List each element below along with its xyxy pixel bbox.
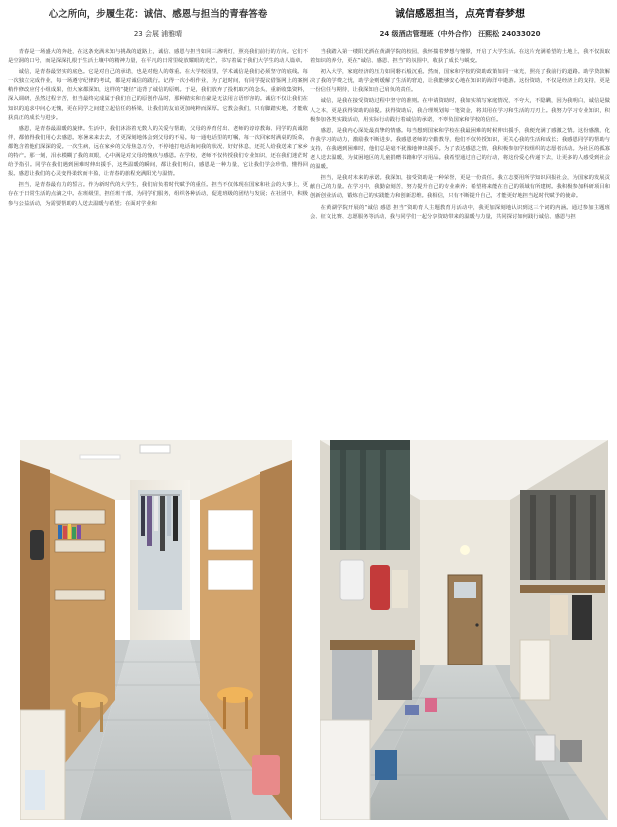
left-doc-title: 心之所向，步履生花：诚信、感恩与担当的青春答卷	[48, 9, 268, 20]
left-doc-paragraph: 担当，是青春最有力的誓言。作为新时代的大学生，我们肩负着时代赋予的重任。担当不仅体现在国家和社会的大事上，更存在于日常生活的点滴之中。在班级里，担任班干部，为同学们服务，组织各种活动，促进班级的团结与发展；在社团中，积极参与公益活动，为需要帮助的人送去温暖与希望；在面对学业和	[8, 182, 308, 207]
dorm-room-photo	[320, 440, 608, 820]
dorm-corridor-photo	[20, 440, 292, 820]
left-doc-paragraph: 青春是一场盛大的奔赴，在这条充满未知与挑战的道路上，诚信、感恩与担当如同三盏明灯，照亮我们前行的方向。它们不是空洞的口号，而是深深扎根于生活土壤中的精神力量，在平凡的日常里绽放耀眼的光芒，书写着属于我们大学生的动人篇章。	[8, 49, 308, 65]
right-doc-paragraph: 当我踏入第一缕阳光洒在黄湖学院的校园，我怀揣着梦想与憧憬，开启了大学生活。在这片充满希望的土地上，我不仅汲取着知识的养分，更在“诚信、感恩、担当”的氛围中，收获了成长与蜕变。	[310, 49, 610, 65]
right-doc-paragraph: 初入大学，家庭经济的压力如同磐石般沉重。然而，国家和学校的资助政策如同一束光，照亮了我前行的道路。助学贷款解决了我的学费之忧，助学金则缓解了生活的窘迫，让我能够安心地在知识的海洋中遨游。这份资助，不仅是经济上的支持，更是一份信任与期待，让我深知自己肩负的责任。	[310, 69, 610, 94]
right-doc-author: 24 级酒店管理班（中外合作） 汪熙松 24033020	[379, 30, 541, 38]
right-doc-paragraph: 诚信，是我在接受资助过程中坚守的准则。在申请资助时，我如实填写家庭情况，不夸大，不隐瞒，因为我明白，诚信是做人之本，更是获得资助的前提。获得资助后，我合理规划每一笔资金，将其用在学习和生活的刀刃上。我努力学习专业知识，积极参加各类实践活动，用实际行动践行着诚信的承诺，不辜负国家和学校的信任。	[310, 98, 610, 123]
left-document-page	[8, 8, 308, 433]
right-document-page	[310, 8, 610, 433]
left-doc-paragraph: 诚信，是青春最坚实的底色。它是对自己的承诺，也是对他人的尊重。在大学校园里，学术诚信是我们必须坚守的底线。每一次独立完成作业，每一场遵守纪律的考试，都是对诚信的践行。记得一次小组作业，为了赶时间，有同学提议借鉴网上的案例稍作修改应付小组成果，但大家都深知，这样的“捷径”违背了诚信的原则。于是，我们放弃了投机取巧的念头，重新收集资料，深入调研，虽然过程辛苦，但当最终完成属于我们自己的原创作品时，那种踏实和自豪是无法用言语形容的。诚信不仅让我们在知识的追求中问心无愧，更在同学之间建立起信任的桥梁，让我们的友谊更加纯粹而深厚。它教会我们，只有脚踏实地，才能收获真正的成长与进步。	[8, 69, 308, 121]
right-doc-paragraph: 担当，是我对未来的承诺。我深知，接受资助是一种荣誉，更是一份责任。我立志要用所学知识回报社会，为国家的发展贡献自己的力量。在学习中，我勤奋刻苦，努力提升自己的专业素养；希望将来能在自己的领域有所建树。我积极参加科研项目和创新创业活动，锻炼自己的实践能力和创新思维。我相信，只有不断提升自己，才能更好地担当起时代赋予的使命。	[310, 175, 610, 200]
right-doc-paragraph: 在黄湖学院开展的“诚信 感恩 担当”资助育人主题教育月活动中，我更加深刻地认识到这三个词的内涵。通过参加主题班会、征文比赛、志愿服务等活动，我与同学们一起分享资助带来的温暖与力量，共同探讨如何践行诚信、感恩与担	[310, 204, 610, 220]
left-doc-paragraph: 感恩，是青春最温暖的旋律。生活中，我们沐浴着无数人的关爱与帮助，父母的养育付出、老师的谆谆教诲、同学的真诚陪伴，都值得我们用心去感恩。寒暑来来去去，才更深刻地体会到父母的不易。每一通电话里的叮嘱，每一次回家时满桌的饭菜，都饱含着他们深深的爱。一次生病，远在家乡的父母焦急万分，不停地打电话询问我的状况、好好休息，还托人给我送来了家乡的特产。那一刻，泪水模糊了我的双眼，心中满是对父母的愧疚与感恩。在学校，老师不仅传授我们专业知识，还在我们迷茫时给予指引。同学在我们遇到困难时伸出援手，这些温暖的瞬间，都让我们明白，感恩是一种力量，它让我们学会珍惜，懂得回报。感恩让我们的心灵变得柔软而丰盈，让青春的旅程充满阳光与温情。	[8, 125, 308, 178]
right-doc-title: 诚信感恩担当，点亮青春梦想	[395, 9, 525, 20]
right-doc-paragraph: 感恩，是我内心深处最真挚的情感。每当想到国家和学校在我最困难的时候伸出援手，我便充满了感激之情。这份感激，化作我学习的动力，激励我不断进步。我感恩老师的辛勤教导，他们不仅传授知识，更关心我的生活和成长；我感恩同学的帮助与支持，在我遇到困难时，他们总是毫不犹豫地伸出援手。为了表达感恩之情，我积极参加学校组织的志愿者活动。为社区的孤寡老人送去温暖，为贫困地区的儿童捐赠书籍和学习用品。我希望通过自己的行动，将这份爱心传递下去，让更多的人感受到社会的温暖。	[310, 127, 610, 171]
left-doc-author: 23 会展 浦雅晴	[133, 30, 183, 38]
